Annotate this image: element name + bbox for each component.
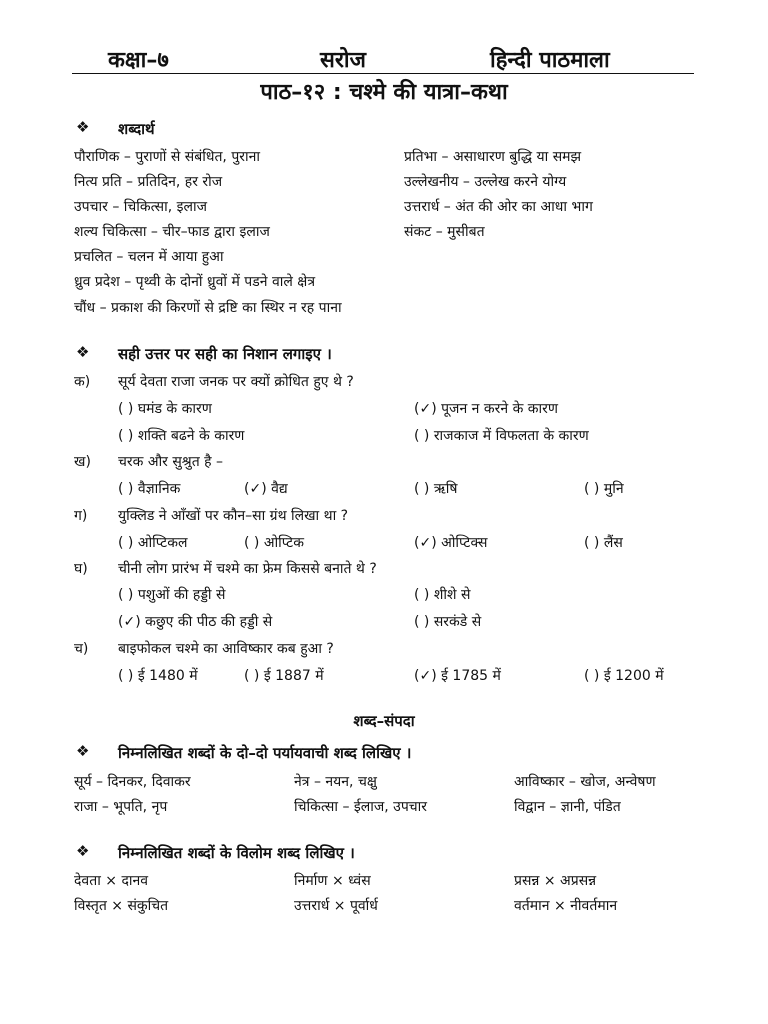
header-rule: [72, 73, 694, 74]
option: ( ) सरकंडे से: [414, 614, 482, 630]
question-label: ग): [74, 508, 88, 524]
option: ( ) ओप्टिक: [244, 535, 304, 551]
option: ( ) ई 1887 में: [244, 668, 324, 684]
antonym-item: उत्तरार्ध × पूर्वार्ध: [294, 898, 378, 914]
antonyms-heading: निम्नलिखित शब्दों के विलोम शब्द लिखिए ।: [118, 844, 355, 862]
shabdarth-right-item: संकट – मुसीबत: [404, 224, 485, 240]
antonym-item: देवता × दानव: [74, 873, 149, 889]
shabdarth-left-item: उपचार – चिकित्सा, इलाज: [74, 199, 208, 215]
antonym-item: निर्माण × ध्वंस: [294, 873, 371, 889]
option-correct: (✓) ई 1785 में: [414, 668, 501, 684]
option-correct: (✓) पूजन न करने के कारण: [414, 401, 559, 417]
mcq-heading: सही उत्तर पर सही का निशान लगाइए ।: [118, 345, 332, 363]
question-text: सूर्य देवता राजा जनक पर क्यों क्रोधित हुए थे ?: [118, 374, 354, 390]
header-name: सरोज: [320, 48, 366, 73]
synonym-item: राजा – भूपति, नृप: [74, 799, 168, 815]
shabdarth-right-item: प्रतिभा – असाधारण बुद्धि या समझ: [404, 149, 582, 165]
option: ( ) लैंस: [584, 535, 623, 551]
option: ( ) राजकाज में विफलता के कारण: [414, 428, 589, 444]
option-correct: (✓) वैद्य: [244, 481, 288, 497]
question-text: बाइफोकल चश्मे का आविष्कार कब हुआ ?: [118, 641, 334, 657]
option: ( ) ई 1200 में: [584, 668, 664, 684]
page-title: पाठ–१२ : चश्मे की यात्रा–कथा: [260, 80, 508, 105]
synonyms-heading: निम्नलिखित शब्दों के दो–दो पर्यायवाची शब्द लिखिए ।: [118, 744, 412, 762]
question-label: ख): [74, 454, 91, 470]
question-label: च): [74, 641, 89, 657]
shabdarth-left-item: ध्रुव प्रदेश – पृथ्वी के दोनों ध्रुवों में पडने वाले क्षेत्र: [74, 274, 316, 290]
option: ( ) शीशे से: [414, 587, 471, 603]
option: ( ) मुनि: [584, 481, 624, 497]
question-text: युक्लिड ने आँखों पर कौन–सा ग्रंथ लिखा था ?: [118, 508, 349, 524]
option-correct: (✓) कछुए की पीठ की हड्डी से: [118, 614, 273, 630]
bullet-icon: ❖: [76, 842, 90, 860]
shabdarth-right-item: उत्तरार्ध – अंत की ओर का आधा भाग: [404, 199, 593, 215]
option: ( ) घमंड के कारण: [118, 401, 212, 417]
antonym-item: वर्तमान × नीवर्तमान: [514, 898, 618, 914]
header-class: कक्षा–७: [108, 48, 169, 73]
synonym-item: सूर्य – दिनकर, दिवाकर: [74, 774, 191, 790]
option: ( ) ऋषि: [414, 481, 458, 497]
shabdarth-left-item: शल्य चिकित्सा – चीर–फाड द्वारा इलाज: [74, 224, 270, 240]
question-text: चीनी लोग प्रारंभ में चश्मे का फ्रेम किससे बनाते थे ?: [118, 561, 377, 577]
bullet-icon: ❖: [76, 343, 90, 361]
synonym-item: आविष्कार – खोज, अन्वेषण: [514, 774, 656, 790]
shabdarth-left-item: पौराणिक – पुराणों से संबंधित, पुराना: [74, 149, 261, 165]
option: ( ) शक्ति बढने के कारण: [118, 428, 245, 444]
option: ( ) पशुओं की हड्डी से: [118, 587, 226, 603]
shabdarth-left-item: नित्य प्रति – प्रतिदिन, हर रोज: [74, 174, 223, 190]
antonym-item: प्रसन्न × अप्रसन्न: [514, 873, 597, 889]
question-label: घ): [74, 561, 88, 577]
option-correct: (✓) ओप्टिक्स: [414, 535, 488, 551]
option: ( ) ओप्टिकल: [118, 535, 188, 551]
question-label: क): [74, 374, 91, 390]
header-book: हिन्दी पाठमाला: [490, 48, 610, 73]
shabdarth-left-item: चौंध – प्रकाश की किरणों से द्रष्टि का स्थिर न रह पाना: [74, 300, 342, 316]
bullet-icon: ❖: [76, 742, 90, 760]
synonym-item: चिकित्सा – ईलाज, उपचार: [294, 799, 428, 815]
shabdarth-right-item: उल्लेखनीय – उल्लेख करने योग्य: [404, 174, 567, 190]
shabd-sampada-heading: शब्द–संपदा: [353, 712, 415, 730]
shabdarth-left-item: प्रचलित – चलन में आया हुआ: [74, 249, 224, 265]
antonym-item: विस्तृत × संकुचित: [74, 898, 169, 914]
synonym-item: नेत्र – नयन, चक्षु: [294, 774, 377, 790]
question-text: चरक और सुश्रुत है –: [118, 454, 224, 470]
synonym-item: विद्वान – ज्ञानी, पंडित: [514, 799, 621, 815]
option: ( ) ई 1480 में: [118, 668, 198, 684]
option: ( ) वैज्ञानिक: [118, 481, 181, 497]
shabdarth-heading: शब्दार्थ: [118, 120, 155, 138]
bullet-icon: ❖: [76, 118, 90, 136]
